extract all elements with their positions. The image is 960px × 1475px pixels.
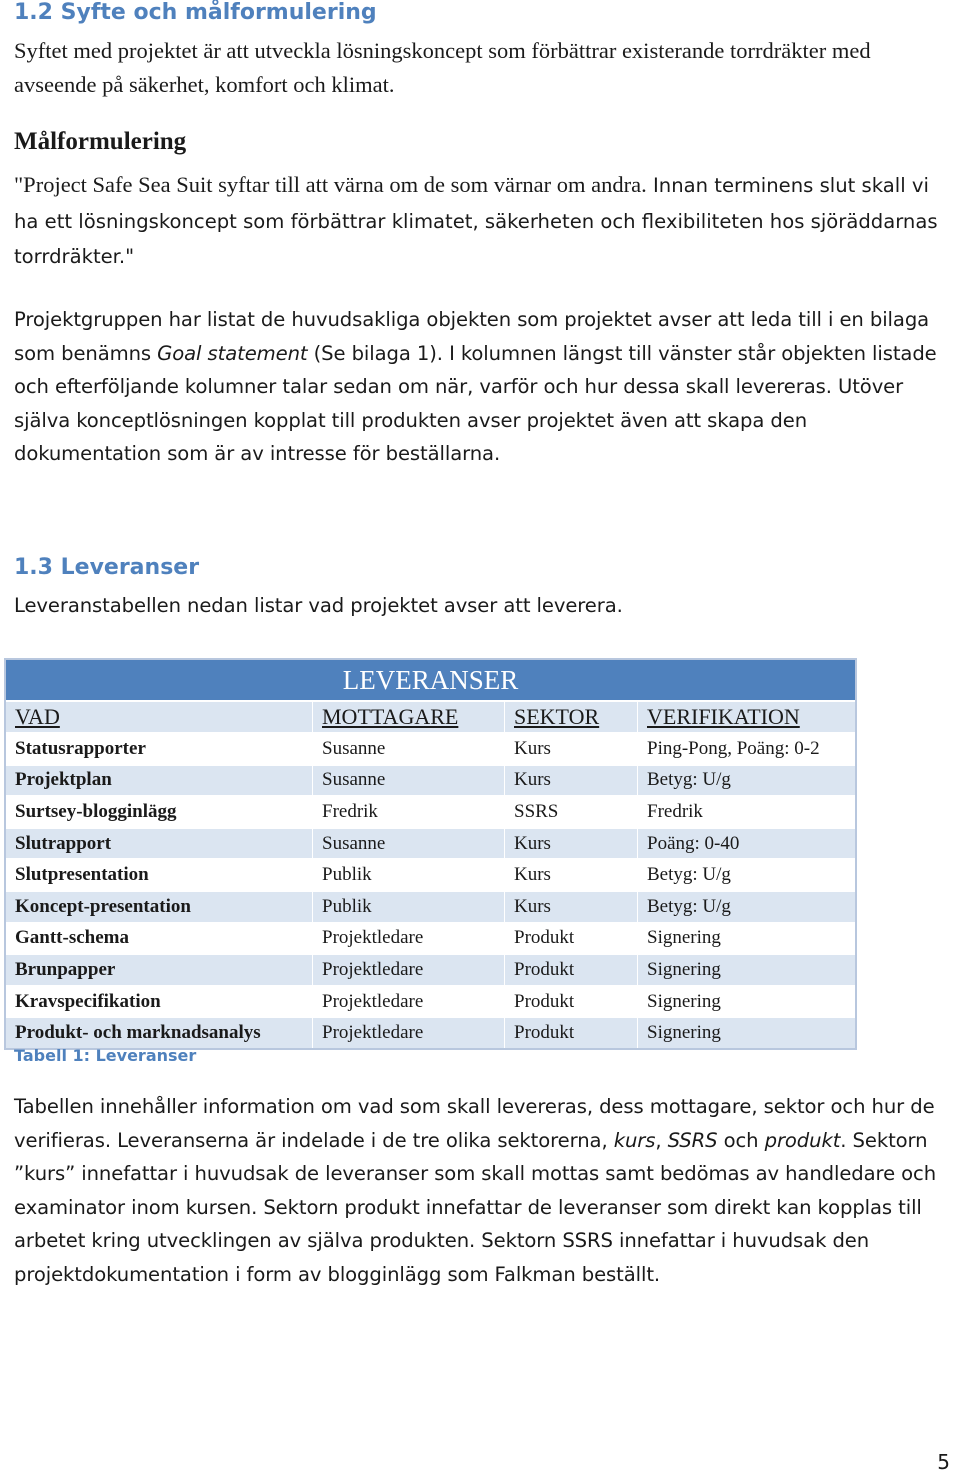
- table-row: [6, 858, 855, 890]
- table-row: [6, 953, 855, 985]
- goal-statement-text-a: Projektgruppen har listat de huvudsakliga objekten som projektet avser att leda till i en bilaga som benämns: [14, 308, 930, 365]
- cell-sektor: SSRS: [504, 797, 637, 827]
- table-row: [6, 890, 855, 922]
- cell-mottagare: Projektledare: [312, 1018, 504, 1048]
- cell-vad: Koncept-presentation: [15, 895, 191, 917]
- cell-vad: Surtsey-blogginlägg: [15, 800, 177, 822]
- section-heading-1-2: 1.2 Syfte och målformulering: [14, 0, 377, 25]
- cell-mottagare: Publik: [312, 860, 504, 890]
- section-heading-1-3: 1.3 Leveranser: [14, 555, 200, 580]
- header-mottagare: MOTTAGARE: [312, 702, 504, 732]
- cell-verifikation: Betyg: U/g: [637, 766, 855, 796]
- cell-mottagare: Susanne: [312, 766, 504, 796]
- closing-italic-kurs: kurs: [613, 1128, 656, 1152]
- cell-sektor: Kurs: [504, 734, 637, 764]
- cell-mottagare: Susanne: [312, 734, 504, 764]
- cell-vad: Statusrapporter: [15, 737, 146, 759]
- closing-text-c: och: [717, 1128, 765, 1152]
- cell-mottagare: Projektledare: [312, 955, 504, 985]
- table-title: LEVERANSER: [6, 660, 855, 700]
- cell-sektor: Produkt: [504, 987, 637, 1017]
- cell-sektor: Produkt: [504, 955, 637, 985]
- cell-verifikation: Signering: [637, 1018, 855, 1048]
- table-row: [6, 922, 855, 954]
- cell-vad: Brunpapper: [15, 958, 116, 980]
- cell-mottagare: Projektledare: [312, 987, 504, 1017]
- goal-quote-part1: "Project Safe Sea Suit syftar till att värna om de som värnar om andra.: [14, 172, 647, 197]
- cell-verifikation: Betyg: U/g: [637, 860, 855, 890]
- header-vad: VAD: [15, 704, 60, 729]
- cell-mottagare: Susanne: [312, 829, 504, 859]
- table-caption: Tabell 1: Leveranser: [14, 1046, 197, 1065]
- cell-verifikation: Signering: [637, 955, 855, 985]
- table-row: [6, 732, 855, 764]
- table-header-row: [6, 700, 855, 732]
- table-row: [6, 827, 855, 859]
- cell-vad: Slutpresentation: [15, 864, 149, 886]
- goal-quote-paragraph: [14, 168, 954, 276]
- table-row: [6, 795, 855, 827]
- cell-sektor: Kurs: [504, 892, 637, 922]
- cell-sektor: Kurs: [504, 829, 637, 859]
- cell-verifikation: Signering: [637, 924, 855, 954]
- cell-verifikation: Betyg: U/g: [637, 892, 855, 922]
- cell-vad: Projektplan: [15, 769, 112, 791]
- cell-vad: Kravspecifikation: [15, 990, 161, 1012]
- cell-vad: Slutrapport: [15, 832, 112, 854]
- cell-verifikation: Fredrik: [637, 797, 855, 827]
- cell-mottagare: Projektledare: [312, 924, 504, 954]
- closing-italic-ssrs: SSRS: [667, 1128, 718, 1152]
- closing-italic-produkt: produkt: [764, 1128, 841, 1152]
- cell-verifikation: Poäng: 0-40: [637, 829, 855, 859]
- cell-verifikation: Signering: [637, 987, 855, 1017]
- closing-paragraph: [14, 1090, 954, 1292]
- table-row: [6, 764, 855, 796]
- goal-statement-paragraph: [14, 303, 954, 471]
- goal-subheading: Målformulering: [14, 128, 187, 155]
- closing-text-a: Tabellen innehåller information om vad som skall levereras, dess mottagare, sektor och hur de verifieras. Leveranserna är indelade i de tre olika sektorerna,: [14, 1095, 935, 1152]
- purpose-paragraph: Syftet med projektet är att utveckla lösningskoncept som förbättrar existerande torrdräkter med avseende på säkerhet, komfort och klimat.: [14, 38, 871, 97]
- cell-mottagare: Publik: [312, 892, 504, 922]
- header-verifikation: VERIFIKATION: [637, 702, 855, 732]
- closing-text-d: . Sektorn ”kurs” innefattar i huvudsak de leveranser som skall mottas samt bedömas av handledare och examinator inom kursen. Sektorn produkt innefattar de leveranser som direkt kan kopplas till arbetet kring utvecklingen av själva produkten. Sektorn SSRS innefattar i huvudsak den projektdokumentation i form av blogginlägg som Falkman beställt.: [14, 1128, 937, 1286]
- cell-vad: Gantt-schema: [15, 927, 129, 949]
- table-row: [6, 985, 855, 1017]
- cell-vad: Produkt- och marknadsanalys: [15, 1022, 261, 1044]
- table-row: [6, 1016, 855, 1048]
- cell-verifikation: Ping-Pong, Poäng: 0-2: [637, 734, 855, 764]
- goal-quote-part2: Innan terminens slut skall vi ha ett lösningskoncept som förbättrar klimatet, säkerheten och flexibiliteten hos sjöräddarnas torrdräkter.": [14, 174, 938, 268]
- header-sektor: SEKTOR: [504, 702, 637, 732]
- cell-mottagare: Fredrik: [312, 797, 504, 827]
- page-number: 5: [937, 1450, 950, 1474]
- cell-sektor: Kurs: [504, 860, 637, 890]
- goal-statement-italic: Goal statement: [157, 341, 308, 365]
- cell-sektor: Kurs: [504, 766, 637, 796]
- closing-text-b: ,: [655, 1128, 668, 1152]
- cell-sektor: Produkt: [504, 1018, 637, 1048]
- cell-sektor: Produkt: [504, 924, 637, 954]
- deliverables-table: [4, 658, 857, 1050]
- goal-statement-text-b: (Se bilaga 1). I kolumnen längst till vänster står objekten listade och efterföljande kolumner talar sedan om när, varför och hur dessa skall levereras. Utöver själva konceptlösningen kopplat till produkten avser projektet även att skapa den dokumentation som är av intresse för beställarna.: [14, 341, 937, 466]
- deliverables-intro: Leveranstabellen nedan listar vad projektet avser att leverera.: [14, 594, 623, 617]
